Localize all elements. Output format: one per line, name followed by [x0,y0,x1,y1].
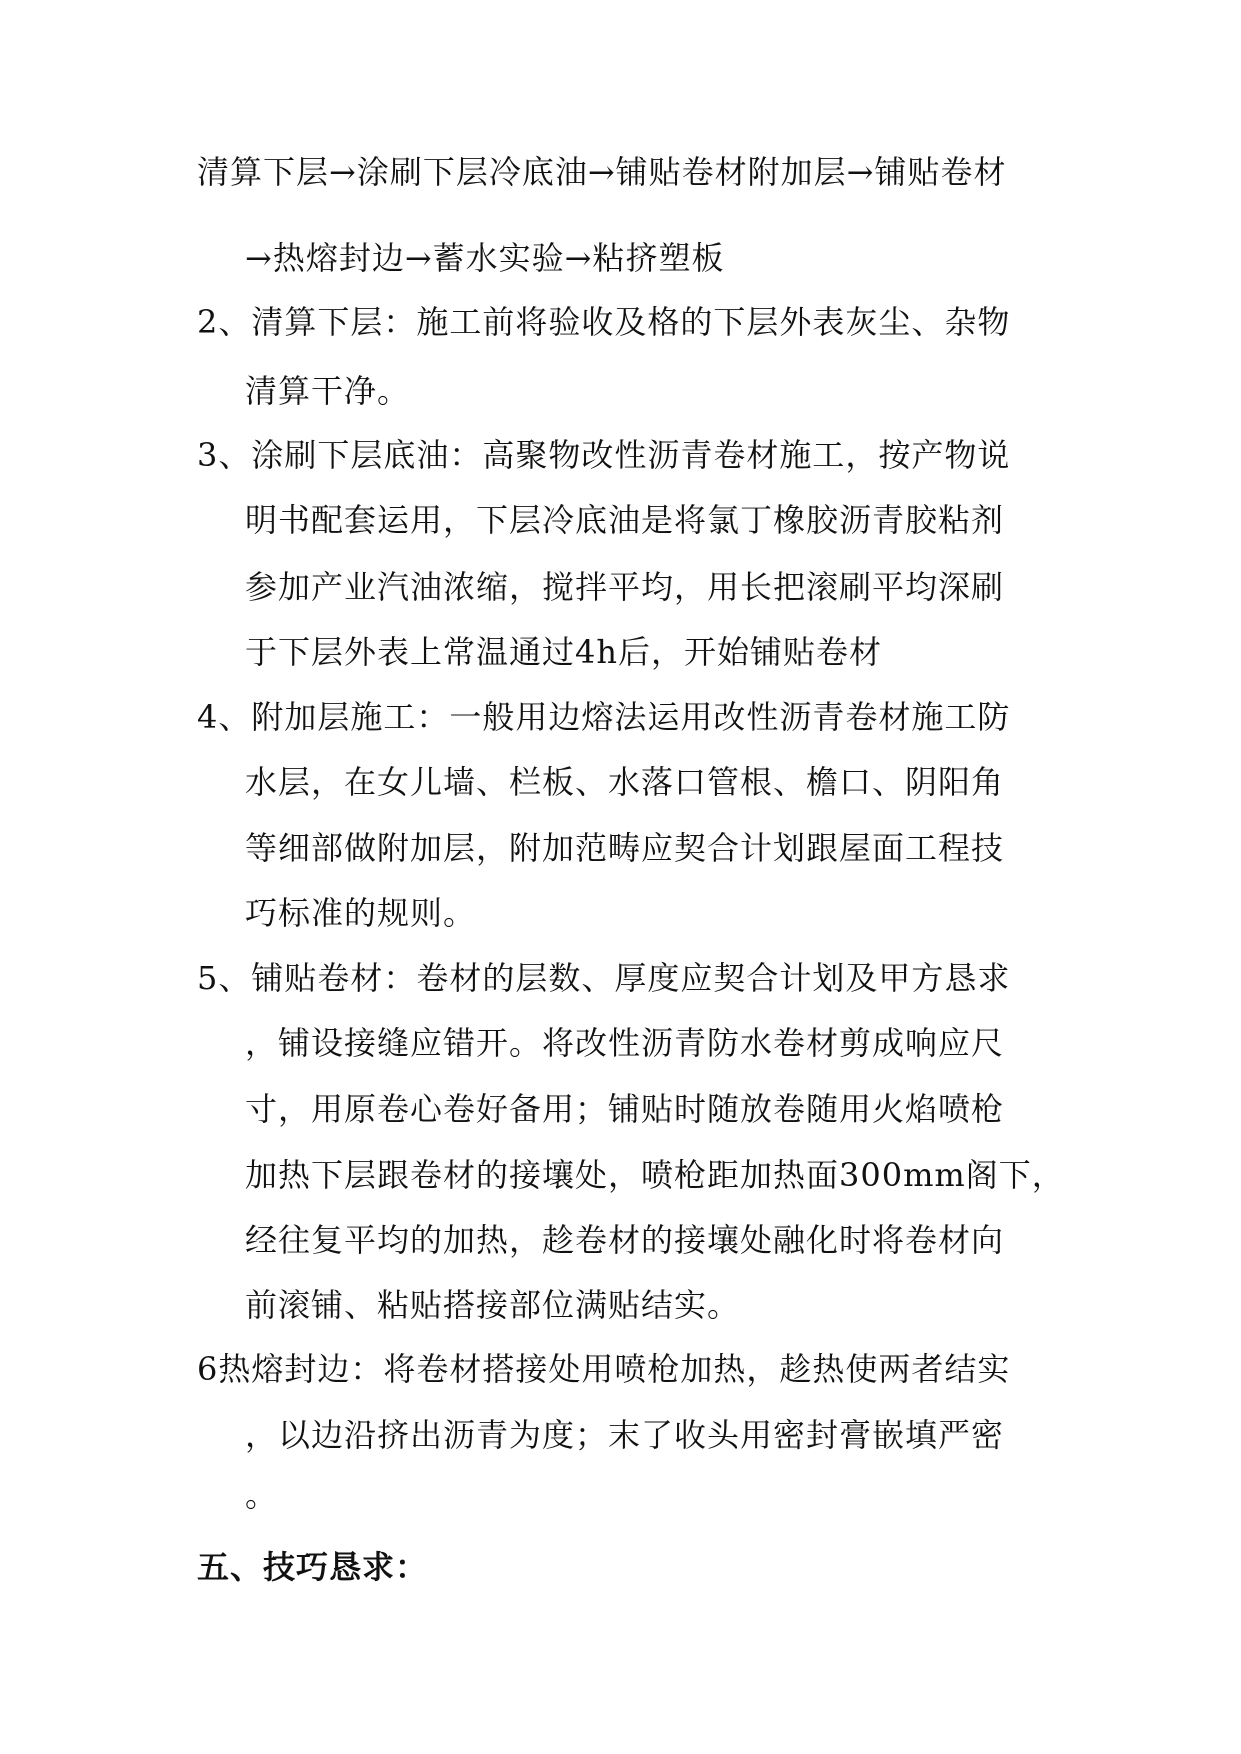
process-flow-line-2: →热熔封边→蓄水实验→粘挤塑板 [245,239,725,277]
step-5-line-2: ，铺设接缝应错开。将改性沥青防水卷材剪成响应尺 [245,1024,1005,1062]
section-heading: 五、技巧恳求： [197,1548,429,1586]
step-4-line-1: 4、附加层施工：一般用边熔法运用改性沥青卷材施工防 [197,698,1011,736]
step-3-line-2: 明书配套运用，下层冷底油是将氯丁橡胶沥青胶粘剂 [245,501,1005,539]
step-4-line-2: 水层，在女儿墙、栏板、水落口管根、檐口、阴阳角 [245,763,1005,801]
step-6-line-1: 6热熔封边：将卷材搭接处用喷枪加热，趁热使两者结实 [197,1350,1011,1388]
step-6-line-3: 。 [245,1476,279,1514]
step-3-line-3: 参加产业汽油浓缩，搅拌平均，用长把滚刷平均深刷 [245,568,1005,606]
process-flow-line-1: 清算下层→涂刷下层冷底油→铺贴卷材附加层→铺贴卷材 [197,153,1007,191]
step-3-line-1: 3、涂刷下层底油：高聚物改性沥青卷材施工，按产物说 [197,436,1011,474]
step-6-line-2: ，以边沿挤出沥青为度；末了收头用密封膏嵌填严密 [245,1416,1005,1454]
step-5-line-5: 经往复平均的加热，趁卷材的接壤处融化时将卷材向 [245,1221,1005,1259]
step-5-line-1: 5、铺贴卷材：卷材的层数、厚度应契合计划及甲方恳求 [197,959,1011,997]
step-5-line-3: 寸，用原卷心卷好备用；铺贴时随放卷随用火焰喷枪 [245,1090,1005,1128]
step-3-line-4: 于下层外表上常温通过4h后，开始铺贴卷材 [245,633,882,671]
step-2-line-2: 清算干净。 [245,372,411,410]
step-5-line-4: 加热下层跟卷材的接壤处，喷枪距加热面300mm阁下， [245,1156,1065,1194]
step-4-line-3: 等细部做附加层，附加范畴应契合计划跟屋面工程技 [245,829,1005,867]
step-5-line-6: 前滚铺、粘贴搭接部位满贴结实。 [245,1286,741,1324]
step-2-line-1: 2、清算下层：施工前将验收及格的下层外表灰尘、杂物 [197,303,1011,341]
step-4-line-4: 巧标准的规则。 [245,894,477,932]
